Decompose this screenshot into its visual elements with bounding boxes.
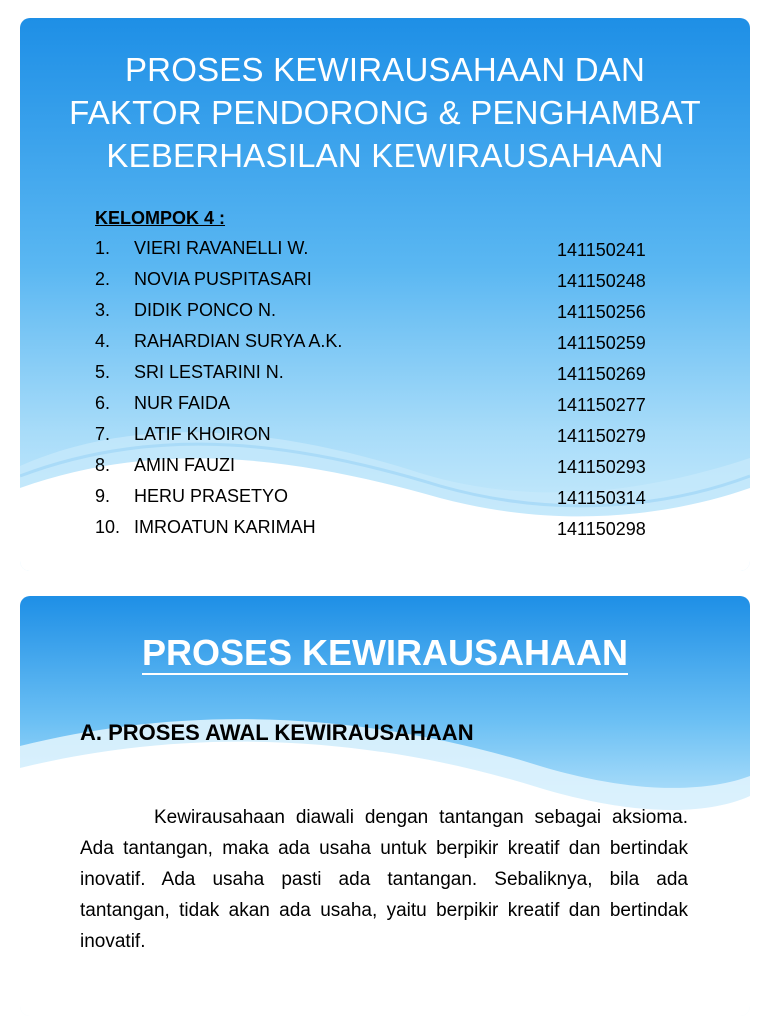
member-id: 141150256 (557, 302, 646, 322)
member-number: 3. (95, 300, 111, 320)
member-id: 141150314 (557, 488, 646, 508)
member-row (95, 517, 675, 547)
member-number: 1. (95, 238, 111, 258)
member-number: 2. (95, 269, 111, 289)
member-row (95, 238, 675, 268)
member-name: SRI LESTARINI N. (134, 362, 284, 382)
member-row (95, 424, 675, 454)
member-name: AMIN FAUZI (134, 455, 236, 475)
member-id: 141150269 (557, 364, 646, 384)
member-row (95, 393, 675, 423)
slide-heading (20, 632, 750, 674)
member-row (95, 300, 675, 330)
member-number: 7. (95, 424, 111, 444)
member-name: IMROATUN KARIMAH (134, 517, 316, 537)
member-id: 141150248 (557, 271, 646, 291)
member-id: 141150293 (557, 457, 646, 477)
member-name: VIERI RAVANELLI W. (134, 238, 309, 258)
member-name: LATIF KHOIRON (134, 424, 271, 444)
member-name: NOVIA PUSPITASARI (134, 269, 312, 289)
member-row (95, 455, 675, 485)
member-number: 9. (95, 486, 111, 506)
member-number: 4. (95, 331, 111, 351)
member-id: 141150298 (557, 519, 646, 539)
member-number: 10. (95, 517, 121, 537)
member-row (95, 486, 675, 516)
member-name: NUR FAIDA (134, 393, 231, 413)
body-paragraph: Kewirausahaan diawali dengan tantangan sebagai aksioma. Ada tantangan, maka ada usaha untuk berpikir kreatif dan bertindak inovatif. Ada usaha pasti ada tantangan. Sebaliknya, bila ada tantangan, tidak akan ada usaha, yaitu berpikir kreatif dan bertindak inovatif. (80, 807, 688, 952)
member-row (95, 331, 675, 361)
member-number: 5. (95, 362, 111, 382)
member-id: 141150241 (557, 240, 646, 260)
member-name: HERU PRASETYO (134, 486, 289, 506)
member-row (95, 362, 675, 392)
member-id: 141150279 (557, 426, 646, 446)
slide-title (20, 18, 750, 571)
title-line-2: FAKTOR PENDORONG & PENGHAMBAT (69, 94, 701, 131)
title-line-3: KEBERHASILAN KEWIRAUSAHAAN (106, 137, 664, 174)
slide-title-heading (20, 48, 750, 177)
member-number: 8. (95, 455, 111, 475)
title-line-1: PROSES KEWIRAUSAHAAN DAN (124, 51, 646, 88)
slide-process (20, 596, 750, 1016)
member-row (95, 269, 675, 299)
member-name: DIDIK PONCO N. (134, 300, 277, 320)
member-name: RAHARDIAN SURYA A.K. (134, 331, 343, 351)
section-subtitle: A. PROSES AWAL KEWIRAUSAHAAN (80, 720, 474, 745)
slide-heading-text: PROSES KEWIRAUSAHAAN (141, 632, 629, 673)
member-number: 6. (95, 393, 111, 413)
group-label: KELOMPOK 4 : (95, 208, 226, 228)
member-id: 141150277 (557, 395, 646, 415)
member-id: 141150259 (557, 333, 646, 353)
